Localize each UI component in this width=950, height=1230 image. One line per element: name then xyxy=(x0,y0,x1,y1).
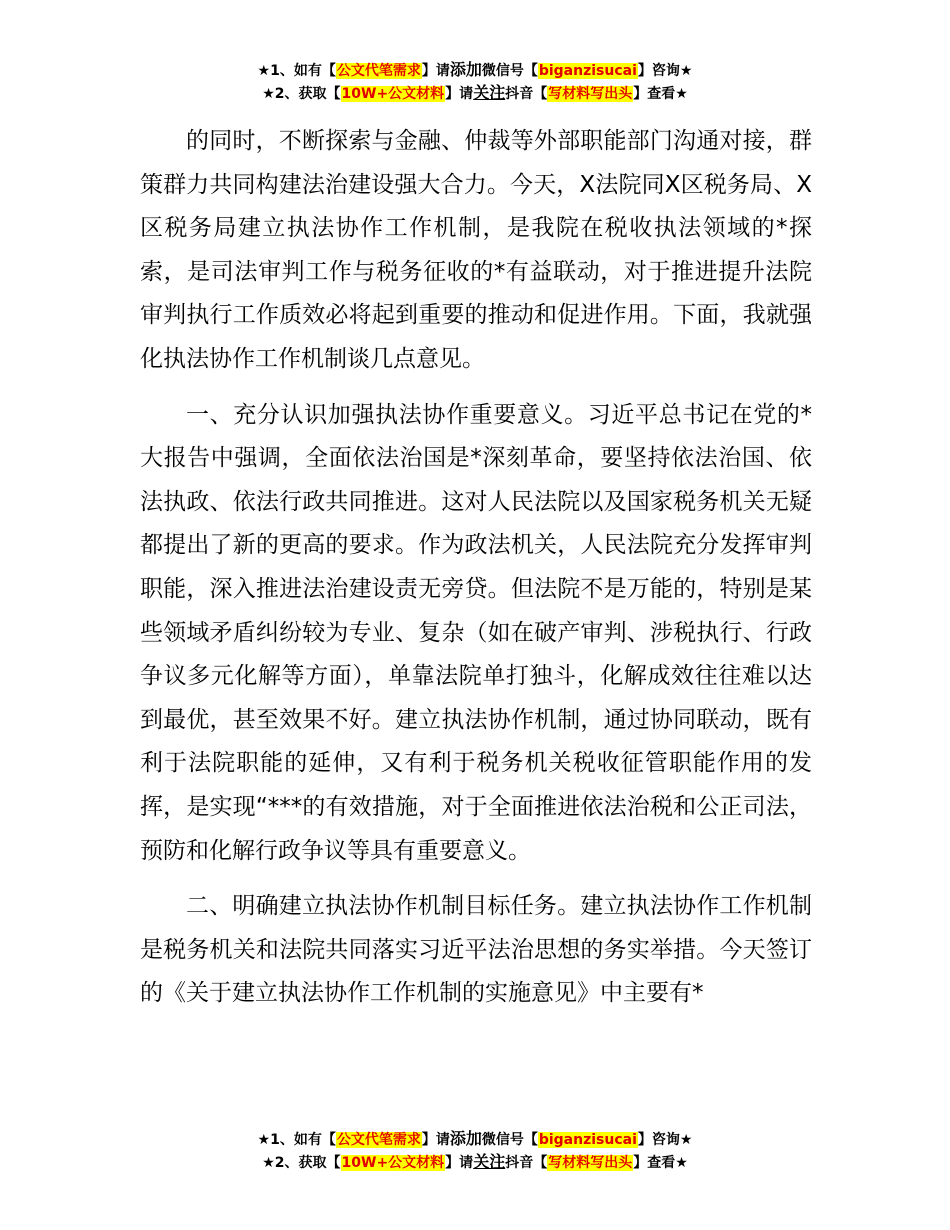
highlight-douyin-id: 写材料写出头 xyxy=(548,86,633,102)
banner-text: 】查看★ xyxy=(633,1155,688,1171)
document-body xyxy=(140,120,812,1016)
banner-line-1 xyxy=(0,59,950,82)
banner-emphasis: 关注 xyxy=(473,1152,506,1171)
banner-emphasis: 添加 xyxy=(449,60,482,79)
paragraph-section-2: 二、明确建立执法协作机制目标任务。建立执法协作工作机制是税务机关和法院共同落实习近平法治思想的务实举措。今天签订的《关于建立执法协作工作机制的实施意见》中主要有* xyxy=(140,893,812,1007)
banner-text: 】请 xyxy=(421,63,450,79)
highlight-service: 公文代笔需求 xyxy=(336,1132,421,1148)
banner-text: 】请 xyxy=(421,1132,450,1148)
highlight-service: 公文代笔需求 xyxy=(336,63,421,79)
banner-text: ★1、如有【 xyxy=(257,1132,336,1148)
banner-line-1 xyxy=(0,1128,950,1151)
banner-text: 抖音【 xyxy=(505,86,548,102)
banner-text: 微信号【 xyxy=(481,63,538,79)
banner-text: 】请 xyxy=(445,86,474,102)
paragraph-intro: 的同时，不断探索与金融、仲裁等外部职能部门沟通对接，群策群力共同构建法治建设强大合力。今天，X法院同X区税务局、X区税务局建立执法协作工作机制，是我院在税收执法领域的*探索，是司法审判工作与税务征收的*有益联动，对于推进提升法院审判执行工作质效必将起到重要的推动和促进作用。下面，我就强化执法协作工作机制谈几点意见。 xyxy=(140,128,812,372)
highlight-wechat-id: biganzisucai xyxy=(538,63,637,79)
banner-text: 抖音【 xyxy=(505,1155,548,1171)
banner-text: ★2、获取【 xyxy=(262,1155,341,1171)
highlight-materials: 10W+公文材料 xyxy=(341,1155,445,1171)
header-banner xyxy=(0,59,950,105)
banner-text: ★2、获取【 xyxy=(262,86,341,102)
banner-text: 】咨询★ xyxy=(637,63,693,79)
banner-text: 微信号【 xyxy=(481,1132,538,1148)
footer-banner xyxy=(0,1128,950,1174)
banner-emphasis: 添加 xyxy=(449,1129,482,1148)
highlight-douyin-id: 写材料写出头 xyxy=(548,1155,633,1171)
banner-text: 】查看★ xyxy=(633,86,688,102)
banner-text: ★1、如有【 xyxy=(257,63,336,79)
banner-line-2 xyxy=(0,82,950,105)
paragraph-section-1: 一、充分认识加强执法协作重要意义。习近平总书记在党的*大报告中强调，全面依法治国是*深刻革命，要坚持依法治国、依法执政、依法行政共同推进。这对人民法院以及国家税务机关无疑都提出了新的更高的要求。作为政法机关，人民法院充分发挥审判职能，深入推进法治建设责无旁贷。但法院不是万能的，特别是某些领域矛盾纠纷较为专业、复杂（如在破产审判、涉税执行、行政争议多元化解等方面），单靠法院单打独斗，化解成效往往难以达到最优，甚至效果不好。建立执法协作机制，通过协同联动，既有利于法院职能的延伸，又有利于税务机关税收征管职能作用的发挥，是实现“***的有效措施，对于全面推进依法治税和公正司法，预防和化解行政争议等具有重要意义。 xyxy=(140,401,812,864)
highlight-wechat-id: biganzisucai xyxy=(538,1132,637,1148)
highlight-materials: 10W+公文材料 xyxy=(341,86,445,102)
banner-emphasis: 关注 xyxy=(473,83,506,102)
banner-line-2 xyxy=(0,1151,950,1174)
banner-text: 】请 xyxy=(445,1155,474,1171)
banner-text: 】咨询★ xyxy=(637,1132,693,1148)
